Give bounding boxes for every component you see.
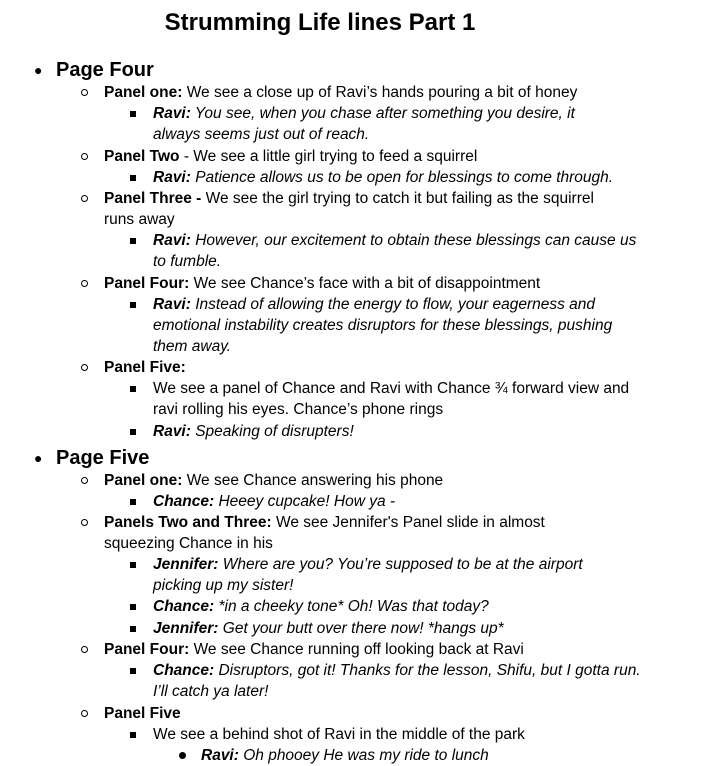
bullet-circle-icon xyxy=(81,195,88,202)
bullet-square-icon xyxy=(130,562,136,568)
panel-item: Panel one: We see a close up of Ravi’s hands pouring a bit of honey xyxy=(104,84,578,101)
dialogue-line: Chance: Disruptors, got it! Thanks for the lesson, Shifu, but I gotta run. I’ll catch ya later! xyxy=(153,662,641,700)
bullet-square-icon xyxy=(130,111,136,117)
panel-item: Panel Four: We see Chance running off looking back at Ravi xyxy=(104,641,524,658)
bullet-circle-icon xyxy=(81,646,88,653)
description-line: We see a panel of Chance and Ravi with Chance ¾ forward view and ravi rolling his eyes. Chance’s phone rings xyxy=(153,380,630,418)
bullet-square-icon xyxy=(130,429,136,435)
bullet-circle-icon xyxy=(81,519,88,526)
document-title: Strumming Life lines Part 1 xyxy=(164,9,476,36)
bullet-square-icon xyxy=(130,302,136,308)
bullet-square-icon xyxy=(130,175,136,181)
bullet-square-icon xyxy=(130,668,136,674)
panel-item: Panel one: We see Chance answering his phone xyxy=(104,472,444,489)
bullet-square-icon xyxy=(130,626,136,632)
panel-item: Panel Five: xyxy=(104,359,186,376)
bullet-square-icon xyxy=(130,238,136,244)
panel-item: Panel Four: We see Chance’s face with a bit of disappointment xyxy=(104,275,541,292)
bullet-dot-icon xyxy=(179,752,186,759)
page-heading: ● Page Five xyxy=(34,447,150,469)
bullet-disc-icon: ● xyxy=(34,62,43,78)
dialogue-line: Ravi: However, our excitement to obtain these blessings can cause us to fumble. xyxy=(153,232,637,270)
bullet-disc-icon: ● xyxy=(34,450,43,466)
bullet-circle-icon xyxy=(81,280,88,287)
bullet-circle-icon xyxy=(81,89,88,96)
bullet-circle-icon xyxy=(81,153,88,160)
dialogue-line: Ravi: You see, when you chase after something you desire, it always seems just out of reach. xyxy=(153,105,575,143)
bullet-square-icon xyxy=(130,386,136,392)
dialogue-line: Ravi: Patience allows us to be open for blessings to come through. xyxy=(153,169,614,186)
bullet-square-icon xyxy=(130,732,136,738)
panel-item: Panel Two - We see a little girl trying to feed a squirrel xyxy=(104,148,478,165)
dialogue-line: Ravi: Instead of allowing the energy to flow, your eagerness and emotional instability creates disruptors for these blessings, pushing them away. xyxy=(153,296,613,355)
panel-item: Panel Three - We see the girl trying to catch it but failing as the squirrel runs away xyxy=(104,190,594,228)
bullet-circle-icon xyxy=(81,364,88,371)
bullet-square-icon xyxy=(130,499,136,505)
bullet-square-icon xyxy=(130,604,136,610)
dialogue-line: Chance: Heeey cupcake! How ya - xyxy=(153,493,396,510)
bullet-circle-icon xyxy=(81,477,88,484)
dialogue-line: Ravi: Oh phooey He was my ride to lunch xyxy=(201,747,489,764)
panel-item: Panels Two and Three: We see Jennifer's Panel slide in almost squeezing Chance in his xyxy=(104,514,545,552)
dialogue-line: Jennifer: Get your butt over there now! *hangs up* xyxy=(153,620,504,637)
page-heading: ● Page Four xyxy=(34,59,154,81)
panel-item: Panel Five xyxy=(104,705,181,722)
description-line: We see a behind shot of Ravi in the middle of the park xyxy=(153,726,525,743)
dialogue-line: Ravi: Speaking of disrupters! xyxy=(153,423,354,440)
dialogue-line: Chance: *in a cheeky tone* Oh! Was that today? xyxy=(153,598,489,615)
dialogue-line: Jennifer: Where are you? You’re supposed to be at the airport picking up my sister! xyxy=(153,556,583,594)
bullet-circle-icon xyxy=(81,710,88,717)
